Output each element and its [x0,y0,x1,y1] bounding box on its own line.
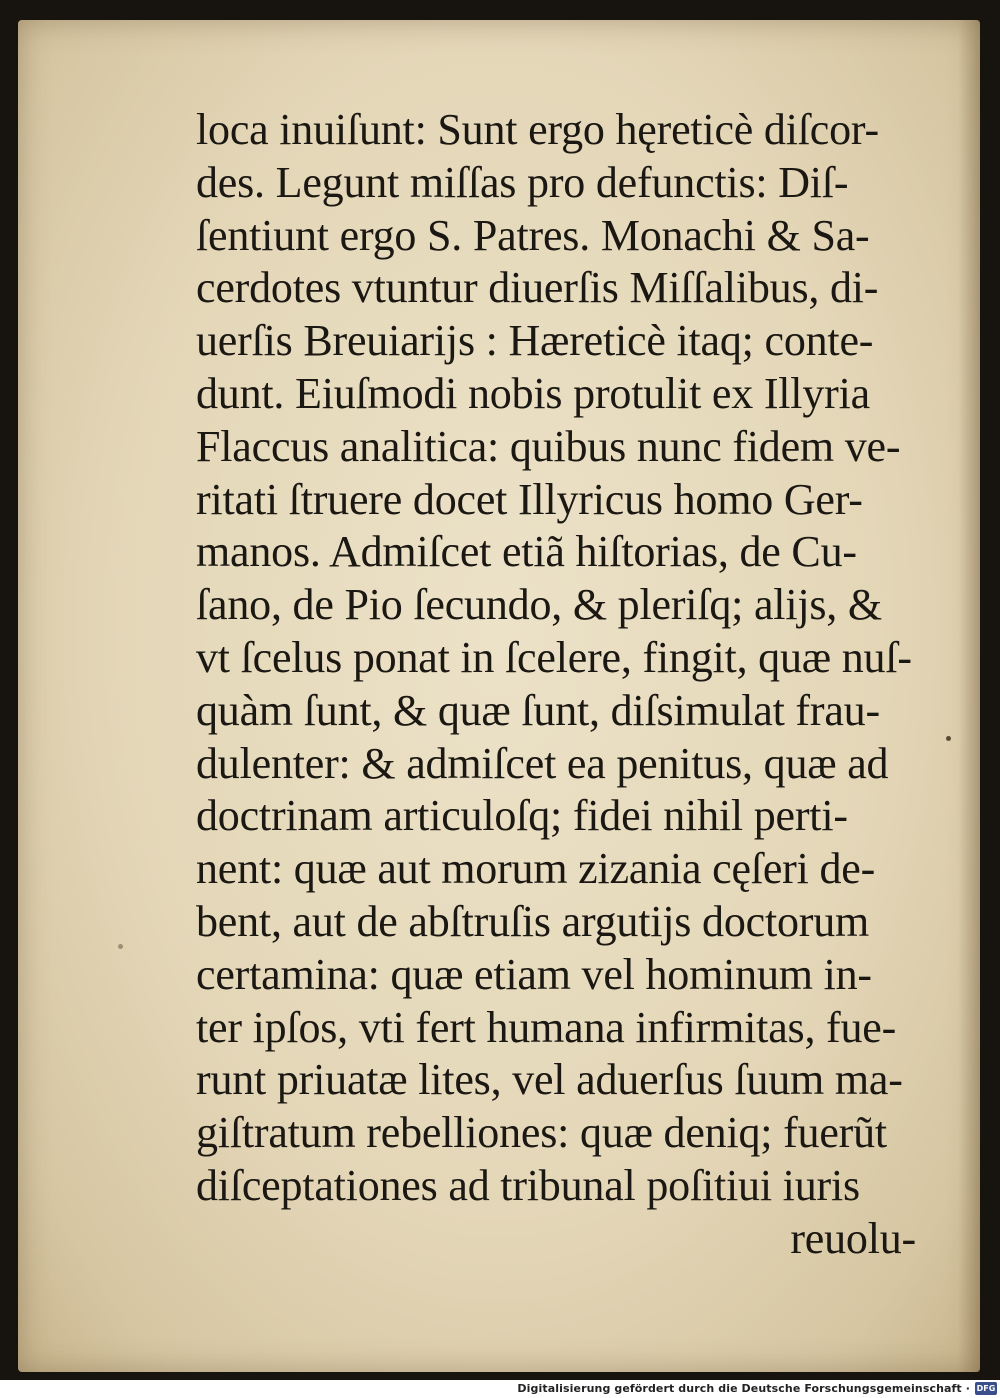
page-text [196,104,916,1266]
dfg-logo-icon: DFG [976,1384,996,1393]
paper-speck [946,736,951,741]
digitization-footer [0,1380,1000,1398]
text-line: bent, aut de abſtruſis argutijs doctorum [196,896,870,946]
text-line: ſentiunt ergo S. Patres. Monachi & Sa- [196,210,870,260]
text-line: Flaccus analitica: quibus nunc fidem ve- [196,421,901,471]
text-line: runt priuatæ lites, vel aduerſus ſuum ma- [196,1055,903,1105]
text-line: cerdotes vtuntur diuerſis Miſſalibus, di- [196,263,879,313]
text-line: giſtratum rebelliones: quæ deniq; fuerũt [196,1108,887,1158]
paper-speck [118,944,123,949]
text-line: dulenter: & admiſcet ea penitus, quæ ad [196,738,889,788]
text-line: vt ſcelus ponat in ſcelere, fingit, quæ nuſ- [196,632,912,682]
text-line: diſceptationes ad tribunal poſitiui iuris [196,1160,860,1210]
text-line: nent: quæ aut morum zizania cęſeri de- [196,844,876,894]
text-line: doctrinam articuloſq; fidei nihil perti- [196,791,848,841]
text-line: loca inuiſunt: Sunt ergo hęreticè diſcor- [196,105,879,154]
text-line: certamina: quæ etiam vel hominum in- [196,949,872,999]
text-line: ter ipſos, vti fert humana infirmitas, fue- [196,1002,897,1052]
text-line: uerſis Breuiarijs : Hæreticè itaq; conte- [196,316,874,366]
book-page [18,20,980,1372]
text-line: ritati ſtruere docet Illyricus homo Ger- [196,474,863,524]
text-line: quàm ſunt, & quæ ſunt, diſsimulat frau- [196,685,880,735]
text-line: ſano, de Pio ſecundo, & pleriſq; alijs, & [196,580,882,630]
text-line: des. Legunt miſſas pro defunctis: Diſ- [196,157,849,207]
text-line: dunt. Eiuſmodi nobis protulit ex Illyria [196,368,870,418]
text-line: manos. Admiſcet etiã hiſtorias, de Cu- [196,527,857,577]
catchword: reuolu- [790,1213,916,1263]
footer-credit: Digitalisierung gefördert durch die Deutsche Forschungsgemeinschaft · [517,1382,970,1395]
page-edge [958,20,980,1372]
